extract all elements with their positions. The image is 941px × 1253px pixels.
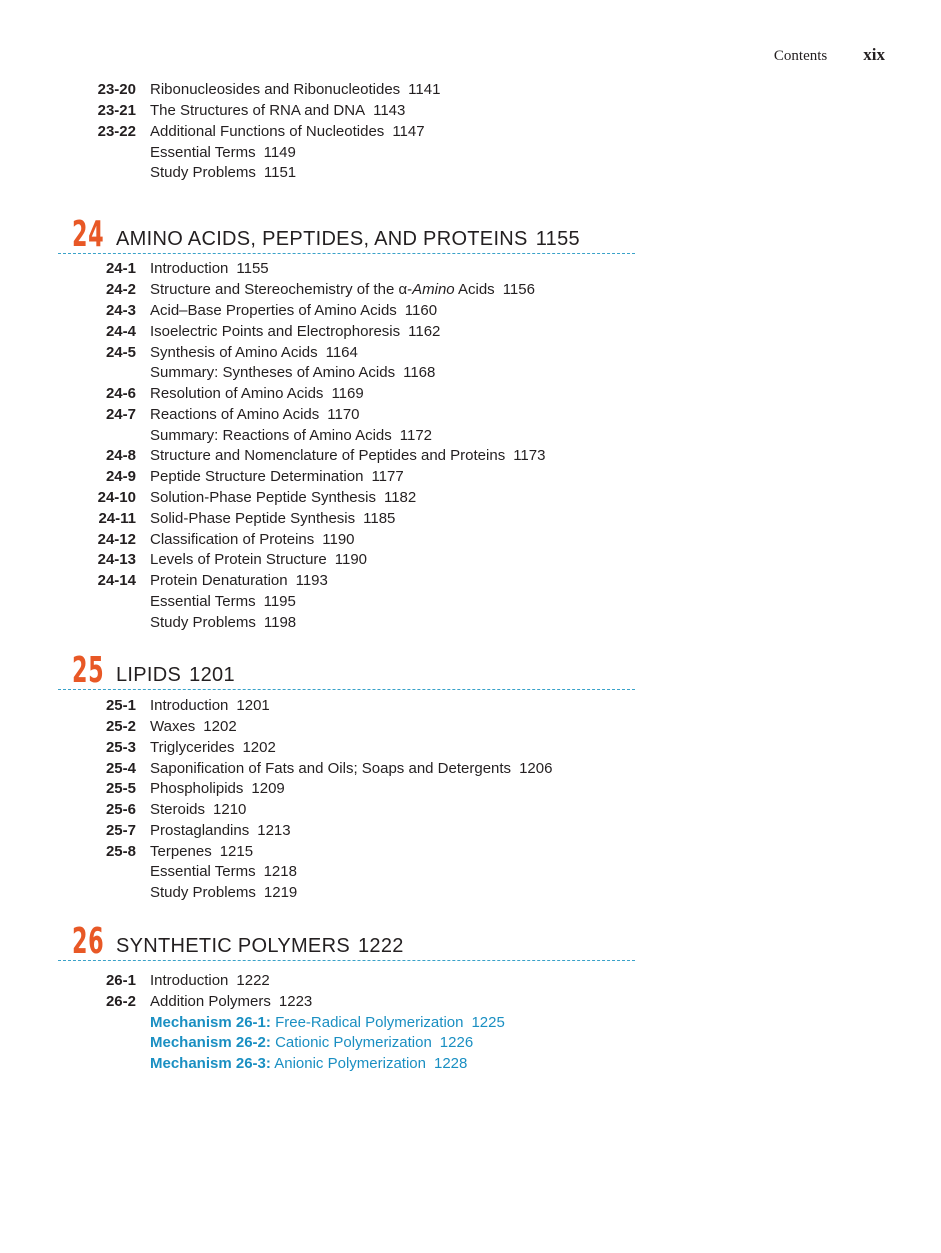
section-page: 1172 bbox=[399, 427, 433, 444]
section-page: 1201 bbox=[236, 697, 270, 714]
chapter-heading-26[interactable] bbox=[58, 920, 635, 961]
section-number: 26-2 bbox=[105, 993, 136, 1010]
section-page: 1173 bbox=[513, 447, 546, 464]
section-number: 24-9 bbox=[105, 468, 136, 485]
section-title-pre: Structure and Stereochemistry of the α- bbox=[150, 281, 413, 298]
section-page: 1162 bbox=[408, 323, 441, 340]
section-title: Study Problems bbox=[150, 884, 256, 901]
section-title: Introduction bbox=[150, 697, 229, 714]
chapter-heading-24[interactable] bbox=[58, 213, 635, 254]
section-title: Introduction bbox=[150, 260, 229, 277]
section-title: Prostaglandins bbox=[150, 822, 250, 839]
section-number: 24-7 bbox=[105, 406, 136, 423]
section-number: 24-8 bbox=[105, 447, 136, 464]
section-number: 24-6 bbox=[105, 385, 136, 402]
section-number: 23-22 bbox=[97, 123, 136, 140]
section-title-post: Acids bbox=[454, 281, 495, 298]
section-page: 1155 bbox=[236, 260, 269, 277]
section-title: Solid-Phase Peptide Synthesis bbox=[150, 510, 356, 527]
section-number: 24-5 bbox=[105, 344, 136, 361]
section-title-em: Amino bbox=[412, 281, 455, 298]
section-title: Reactions of Amino Acids bbox=[150, 406, 320, 423]
section-page: 1190 bbox=[322, 531, 355, 548]
section-number: 26-1 bbox=[105, 972, 136, 989]
section-title: Addition Polymers bbox=[150, 993, 271, 1010]
section-page: 1185 bbox=[363, 510, 396, 527]
section-number: 24-1 bbox=[105, 260, 136, 277]
section-number: 25-4 bbox=[105, 760, 136, 777]
section-title: Isoelectric Points and Electrophoresis bbox=[150, 323, 401, 340]
section-number: 25-3 bbox=[105, 739, 136, 756]
running-head bbox=[774, 45, 885, 65]
chapter-number: 26 bbox=[72, 921, 105, 962]
section-page: 1202 bbox=[203, 718, 237, 735]
section-title: Protein Denaturation bbox=[150, 572, 288, 589]
section-title: Introduction bbox=[150, 972, 229, 989]
section-page: 1218 bbox=[263, 863, 297, 880]
section-number: 25-8 bbox=[105, 843, 136, 860]
section-title: Waxes bbox=[150, 718, 196, 735]
section-page: 1151 bbox=[263, 164, 297, 181]
section-page: 1202 bbox=[242, 739, 276, 756]
page-number: xix bbox=[863, 45, 885, 64]
section-page: 1223 bbox=[278, 993, 313, 1010]
section-title: Study Problems bbox=[150, 164, 256, 181]
chapter-heading-25[interactable] bbox=[58, 649, 635, 690]
section-number: 24-12 bbox=[97, 531, 136, 548]
chapter-page: 1155 bbox=[535, 228, 580, 250]
section-title: Peptide Structure Determination bbox=[150, 468, 364, 485]
chapter-page: 1201 bbox=[189, 664, 235, 686]
chapter-title: LIPIDS bbox=[116, 664, 182, 686]
section-title: Solution-Phase Peptide Synthesis bbox=[150, 489, 376, 506]
section-number: 24-14 bbox=[97, 572, 136, 589]
section-page: 1215 bbox=[219, 843, 254, 860]
section-page: 1160 bbox=[404, 302, 438, 319]
section-page: 1219 bbox=[263, 884, 298, 901]
section-number: 24-11 bbox=[98, 510, 136, 527]
section-title: Resolution of Amino Acids bbox=[150, 385, 324, 402]
section-title: Steroids bbox=[150, 801, 206, 818]
running-head-label: Contents bbox=[773, 48, 828, 64]
section-title: Terpenes bbox=[150, 843, 212, 860]
section-title: Triglycerides bbox=[150, 739, 235, 756]
section-title: Additional Functions of Nucleotides bbox=[150, 123, 385, 140]
section-title: Ribonucleosides and Ribonucleotides bbox=[150, 81, 401, 98]
mechanism-page: 1228 bbox=[433, 1055, 468, 1072]
section-title: The Structures of RNA and DNA bbox=[150, 102, 366, 119]
chapter-title: SYNTHETIC POLYMERS bbox=[116, 935, 350, 957]
section-page: 1209 bbox=[251, 780, 285, 797]
section-number: 25-7 bbox=[105, 822, 136, 839]
section-page: 1147 bbox=[392, 123, 425, 140]
section-title: Structure and Nomenclature of Peptides and Proteins bbox=[150, 447, 506, 464]
section-title: Levels of Protein Structure bbox=[150, 551, 327, 568]
mechanism-title: Anionic Polymerization bbox=[274, 1055, 426, 1072]
section-title: Phospholipids bbox=[150, 780, 244, 797]
section-page: 1141 bbox=[408, 81, 441, 98]
mechanism-title: Cationic Polymerization bbox=[275, 1034, 432, 1051]
section-number: 24-13 bbox=[97, 551, 136, 568]
section-number: 24-10 bbox=[97, 489, 136, 506]
section-number: 23-21 bbox=[97, 102, 136, 119]
mechanism-page: 1225 bbox=[471, 1014, 505, 1031]
mechanism-page: 1226 bbox=[439, 1034, 474, 1051]
section-page: 1210 bbox=[213, 801, 247, 818]
section-number: 25-2 bbox=[105, 718, 136, 735]
mechanism-label: Mechanism 26-1: bbox=[150, 1014, 271, 1031]
section-number: 24-2 bbox=[105, 281, 136, 298]
section-title: Essential Terms bbox=[150, 144, 256, 161]
section-page: 1170 bbox=[327, 406, 360, 423]
section-title: Synthesis of Amino Acids bbox=[150, 344, 318, 361]
section-page: 1198 bbox=[263, 614, 297, 631]
section-title: Summary: Syntheses of Amino Acids bbox=[150, 364, 396, 381]
chapter-title: AMINO ACIDS, PEPTIDES, AND PROTEINS bbox=[116, 228, 528, 250]
chapter-page: 1222 bbox=[357, 935, 404, 957]
section-number: 25-1 bbox=[105, 697, 136, 714]
section-page: 1182 bbox=[383, 489, 417, 506]
mechanism-label: Mechanism 26-2: bbox=[150, 1034, 271, 1051]
section-page: 1222 bbox=[236, 972, 270, 989]
chapter-number: 24 bbox=[72, 214, 105, 255]
section-page: 1149 bbox=[263, 144, 296, 161]
section-title: Classification of Proteins bbox=[150, 531, 315, 548]
section-title: Saponification of Fats and Oils; Soaps and Detergents bbox=[150, 760, 512, 777]
section-number: 25-5 bbox=[105, 780, 136, 797]
section-title: Summary: Reactions of Amino Acids bbox=[150, 427, 392, 444]
section-page: 1143 bbox=[373, 102, 406, 119]
section-page: 1168 bbox=[403, 364, 436, 381]
section-number: 24-4 bbox=[105, 323, 136, 340]
section-title: Essential Terms bbox=[150, 593, 256, 610]
mechanism-title: Free-Radical Polymerization bbox=[275, 1014, 464, 1031]
section-page: 1213 bbox=[257, 822, 291, 839]
section-page: 1177 bbox=[371, 468, 404, 485]
section-number: 25-6 bbox=[105, 801, 136, 818]
section-page: 1169 bbox=[331, 385, 364, 402]
section-number: 24-3 bbox=[105, 302, 136, 319]
section-page: 1206 bbox=[519, 760, 553, 777]
section-title: Essential Terms bbox=[150, 863, 256, 880]
section-title: Acid–Base Properties of Amino Acids bbox=[150, 302, 397, 319]
section-page: 1190 bbox=[334, 551, 368, 568]
section-page: 1156 bbox=[502, 281, 535, 298]
section-number: 23-20 bbox=[97, 81, 136, 98]
section-page: 1193 bbox=[295, 572, 328, 589]
section-title: Study Problems bbox=[150, 614, 256, 631]
chapter-number: 25 bbox=[72, 650, 105, 691]
section-page: 1195 bbox=[263, 593, 296, 610]
section-page: 1164 bbox=[325, 344, 358, 361]
mechanism-label: Mechanism 26-3: bbox=[150, 1055, 271, 1072]
